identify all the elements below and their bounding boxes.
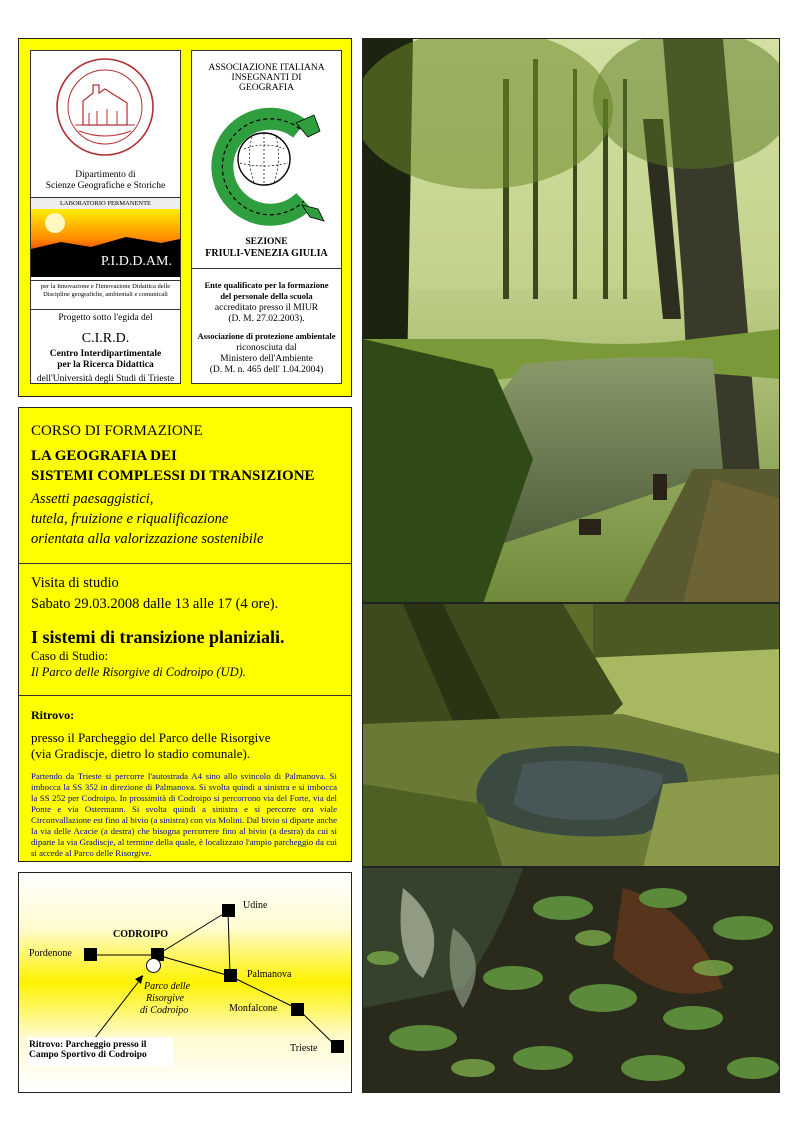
case-label: Caso di Studio: — [31, 649, 109, 663]
department-line-1: Dipartimento di — [75, 170, 136, 180]
parco-marker — [146, 958, 161, 973]
label-parco-1: Parco delle — [144, 981, 191, 992]
department-line-2: Scienze Geografiche e Storiche — [45, 181, 166, 191]
aiig-box — [191, 50, 342, 384]
ente-bold-1: Ente qualificato per la formazione — [204, 280, 329, 290]
piddam-logo-text: P.I.D.D.AM. — [100, 254, 172, 269]
photo-pond-meadow — [362, 603, 780, 867]
assoc-reg-2: Ministero dell'Ambiente — [220, 354, 313, 364]
aiig-title-2: INSEGNANTI DI — [231, 73, 302, 83]
photo-water-plants — [362, 867, 780, 1093]
directions-text: Partendo da Trieste si percorre l'autostrada A4 sino allo svincolo di Palmanova. Si imbocca la SS 352 in direzione di Palmanova. Si svolta quindi a sinistra e si imbocca la SS 252 per Codroipo. In prossimità di Codroipo si percorrono via del Forte, via del Ponte e via Ostermann. Si svolta quindi a sinistra e si percorre ora viale Circonvallazione est fino al bivio (a sinistra) con via Molini. Dal bivio si diparte anche la via delle Acacie (a destra) che bisogna percorrere fino al bivio (a destra) da cui si diparte la via Gradiscje, al termine della quale, è localizzato l'ampio parcheggio da cui si accede al Parco delle Risorgive. — [31, 771, 337, 858]
visit-heading: I sistemi di transizione planiziali. — [31, 627, 285, 647]
aiig-globe-logo — [192, 97, 341, 227]
course-title-1: LA GEOGRAFIA DEI — [31, 448, 177, 464]
label-monfalcone: Monfalcone — [229, 1003, 278, 1014]
ritrovo-label: Ritrovo: — [31, 708, 75, 722]
aiig-title-1: ASSOCIAZIONE ITALIANA — [208, 63, 325, 73]
ritrovo-box — [27, 1037, 173, 1067]
visit-date: Sabato 29.03.2008 dalle 13 alle 17 (4 ore). — [31, 596, 279, 612]
progetto-text: Progetto sotto l'egida del — [31, 309, 180, 324]
header-panel — [18, 38, 352, 397]
course-divider-1 — [19, 563, 351, 564]
cird-university: dell'Università degli Studi di Trieste — [36, 374, 175, 384]
course-subtitle-3: orientata alla valorizzazione sostenibile — [31, 531, 264, 547]
label-pordenone: Pordenone — [29, 948, 72, 959]
label-parco-3: di Codroipo — [140, 1005, 189, 1016]
label-palmanova: Palmanova — [247, 969, 292, 980]
visit-label: Visita di studio — [31, 575, 119, 591]
photo-water-plants-image — [363, 868, 780, 1093]
course-title-2: SISTEMI COMPLESSI DI TRANSIZIONE — [31, 468, 315, 484]
course-subtitle-1: Assetti paesaggistici, — [31, 491, 154, 507]
photo-stream-forest-image — [363, 39, 780, 603]
node-palmanova — [224, 969, 237, 982]
assoc-reg-1: riconosciuta dal — [236, 343, 297, 353]
piddam-desc-2: Discipline geografiche, ambientali e comunicali — [43, 291, 168, 298]
cird-full-2: per la Ricerca Didattica — [57, 360, 154, 370]
university-box — [30, 50, 181, 384]
course-panel — [18, 407, 352, 862]
cird-title: C.I.R.D. — [81, 331, 130, 346]
cird-full-1: Centro Interdipartimentale — [49, 349, 162, 359]
ritrovo-place-1: presso il Parcheggio del Parco delle Risorgive — [31, 730, 271, 745]
university-seal — [31, 51, 180, 166]
case-title: Il Parco delle Risorgive di Codroipo (UD). — [31, 665, 246, 679]
node-pordenone — [84, 948, 97, 961]
map-panel — [18, 872, 352, 1093]
laboratory-label: LABORATORIO PERMANENTE — [59, 200, 152, 207]
node-udine — [222, 904, 235, 917]
assoc-bold: Associazione di protezione ambientale — [197, 331, 336, 341]
photo-stream-forest — [362, 38, 780, 603]
node-trieste — [331, 1040, 344, 1053]
sezione-label: SEZIONE — [245, 237, 288, 247]
label-parco-2: Risorgive — [146, 993, 184, 1004]
ente-reg-2: (D. M. 27.02.2003). — [228, 314, 305, 324]
ente-bold-2: del personale della scuola — [220, 291, 313, 301]
photo-pond-meadow-image — [363, 604, 780, 867]
course-divider-2 — [19, 695, 351, 696]
ritrovo-box-1: Ritrovo: Parcheggio presso il — [29, 1040, 147, 1050]
course-caption: CORSO DI FORMAZIONE — [31, 423, 203, 439]
label-trieste: Trieste — [290, 1043, 318, 1054]
sezione-region: FRIULI-VENEZIA GIULIA — [205, 248, 328, 259]
label-codroipo: CODROIPO — [113, 929, 168, 940]
assoc-reg-3: (D. M. n. 465 dell' 1.04.2004) — [209, 365, 324, 375]
piddam-desc-1: per la Innovazione e l'Innovazione Didattica delle — [31, 280, 180, 291]
course-subtitle-2: tutela, fruizione e riqualificazione — [31, 511, 229, 527]
ritrovo-box-2: Campo Sportivo di Codroipo — [29, 1050, 147, 1060]
label-udine: Udine — [243, 900, 268, 911]
ente-reg-1: accreditato presso il MIUR — [214, 303, 319, 313]
aiig-divider — [192, 268, 341, 269]
node-monfalcone — [291, 1003, 304, 1016]
ritrovo-place-2: (via Gradiscje, dietro lo stadio comunale). — [31, 746, 251, 761]
aiig-title-3: GEOGRAFIA — [239, 83, 294, 93]
